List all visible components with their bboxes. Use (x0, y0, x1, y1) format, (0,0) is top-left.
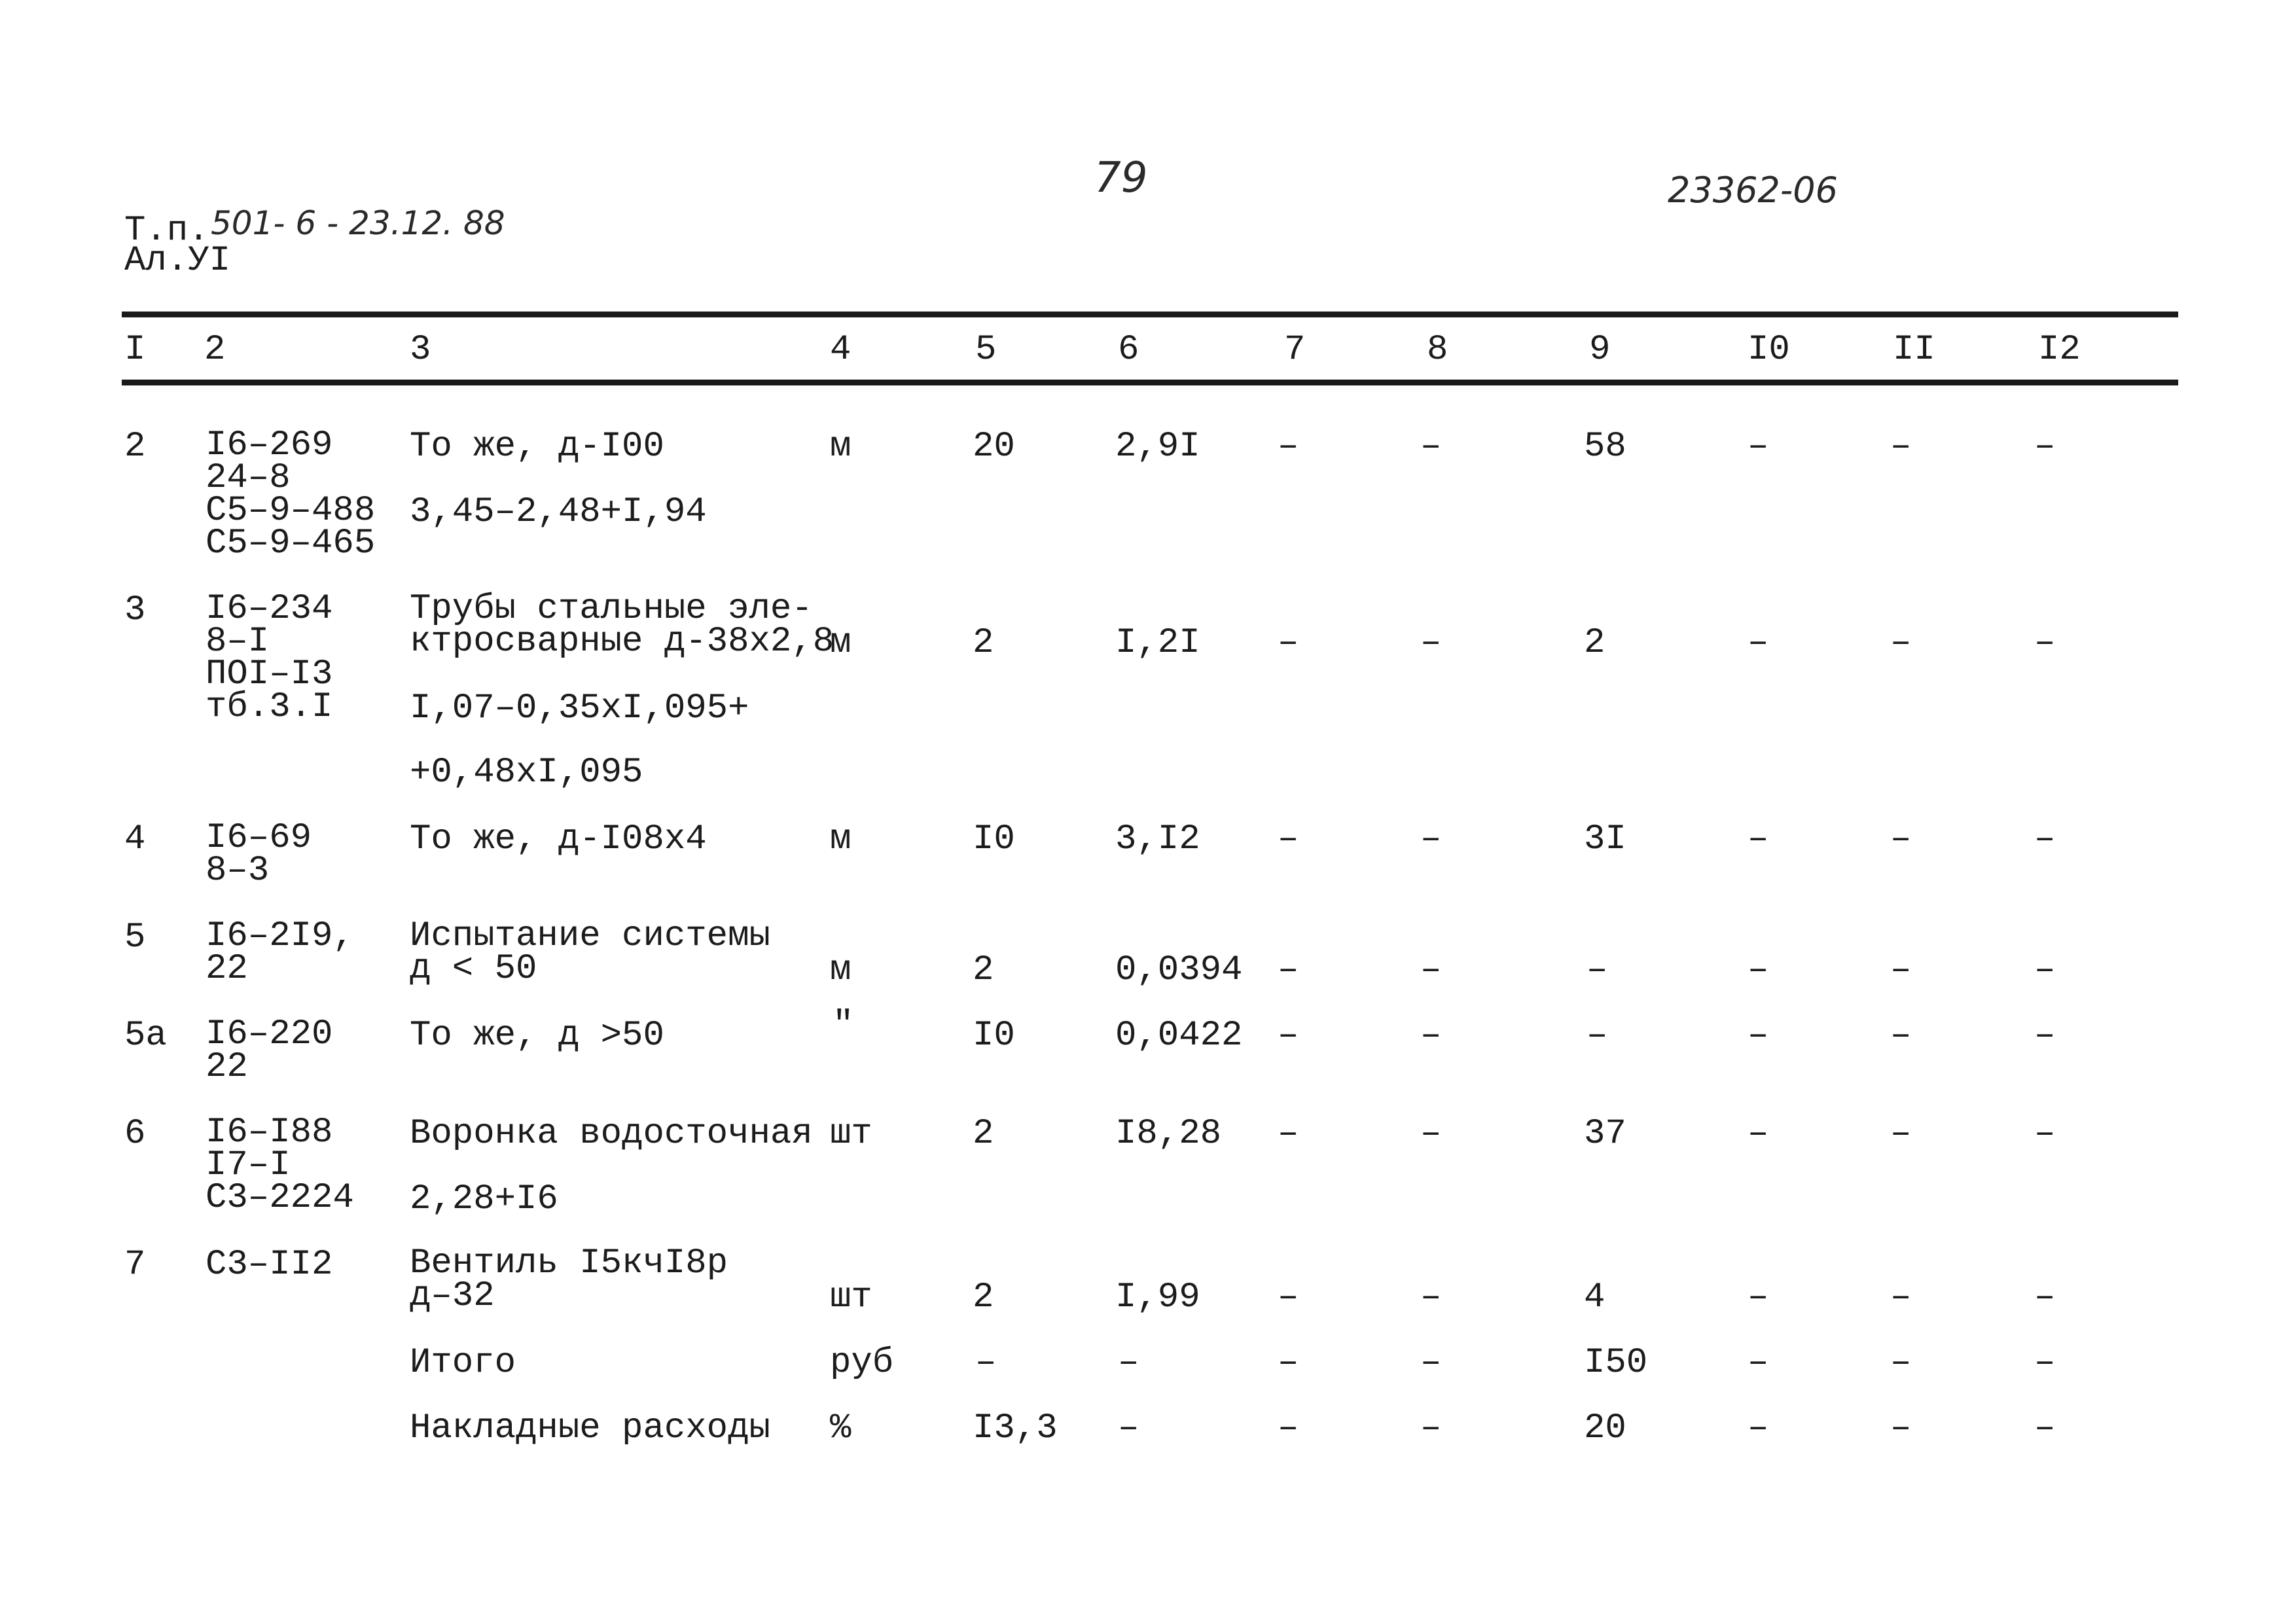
column-header: 7 (1284, 330, 1306, 370)
row-number: 4 (124, 819, 146, 859)
row-number: 2 (124, 427, 146, 467)
col-8-value: – (1420, 819, 1442, 859)
total-cost: 4 (1584, 1277, 1605, 1317)
norm-code-cell (206, 589, 333, 727)
formula: 3,45–2,48+I,94 (410, 492, 707, 532)
col-11-value: – (1890, 1277, 1912, 1317)
col-12-value: – (2034, 819, 2056, 859)
total-cost: 37 (1584, 1114, 1626, 1154)
formula: +0,48хI,095 (410, 753, 643, 793)
col-12-value: – (2034, 1408, 2056, 1448)
col-10-value: – (1748, 1016, 1769, 1056)
norm-code: I7–I (206, 1145, 291, 1185)
unit: м (830, 427, 852, 467)
col-12-value: – (2034, 623, 2056, 663)
col-7-value: – (1278, 1016, 1299, 1056)
col-10-value: – (1748, 1277, 1769, 1317)
description-line: д–32 (410, 1276, 495, 1316)
col-10-value: – (1748, 950, 1769, 990)
col-8-value: – (1420, 427, 1442, 467)
col-7-value: – (1278, 950, 1299, 990)
col-7-value: – (1278, 1343, 1299, 1383)
quantity: 2 (973, 1114, 994, 1154)
document-number: 23362-06 (1668, 169, 1838, 211)
col-8-value: – (1420, 1408, 1442, 1448)
norm-code-cell (206, 1014, 333, 1087)
quantity: – (975, 1343, 997, 1383)
page-number: 79 (1094, 154, 1148, 202)
quantity: 20 (973, 427, 1015, 467)
description (410, 589, 834, 662)
col-10-value: – (1748, 427, 1769, 467)
col-10-value: – (1748, 623, 1769, 663)
norm-code: I6–269 (206, 425, 333, 465)
quantity: I0 (973, 1016, 1015, 1056)
totals-label: Итого (410, 1343, 516, 1383)
description: То же, д >50 (410, 1016, 664, 1056)
col-11-value: – (1890, 1016, 1912, 1056)
unit-price: I,2I (1115, 623, 1200, 663)
column-header: 5 (975, 330, 997, 370)
col-7-value: – (1278, 1408, 1299, 1448)
col-7-value: – (1278, 623, 1299, 663)
col-8-value: – (1420, 1114, 1442, 1154)
col-11-value: – (1890, 1408, 1912, 1448)
unit: м (830, 819, 852, 859)
col-11-value: – (1890, 819, 1912, 859)
row-number: 3 (124, 590, 146, 630)
column-header: 3 (410, 330, 431, 370)
column-header: 6 (1118, 330, 1139, 370)
row-number: 5а (124, 1016, 167, 1056)
header-bottom-rule (122, 380, 2178, 385)
column-header: 4 (830, 330, 852, 370)
col-10-value: – (1748, 819, 1769, 859)
col-12-value: – (2034, 1114, 2056, 1154)
quantity: I3,3 (973, 1408, 1058, 1448)
norm-code: ПОI–I3 (206, 654, 333, 694)
col-8-value: – (1420, 950, 1442, 990)
tp-number: 501- 6 - 23.12. 88 (211, 204, 505, 242)
unit: % (830, 1408, 852, 1448)
norm-code: C3–II2 (206, 1245, 333, 1285)
norm-code: I6–I88 (206, 1113, 333, 1152)
total-cost: 2 (1584, 623, 1605, 663)
norm-code: C5–9–488 (206, 491, 376, 531)
col-11-value: – (1890, 1114, 1912, 1154)
total-cost: – (1587, 1016, 1608, 1056)
description: То же, д-I00 (410, 427, 664, 467)
col-10-value: – (1748, 1343, 1769, 1383)
row-number: 6 (124, 1114, 146, 1154)
description (410, 1243, 728, 1316)
column-header: 8 (1427, 330, 1448, 370)
description-line: Трубы стальные эле- (410, 589, 813, 629)
quantity: 2 (973, 950, 994, 990)
column-header: I (124, 330, 146, 370)
col-12-value: – (2034, 1016, 2056, 1056)
quantity: I0 (973, 819, 1015, 859)
description: Воронка водосточная (410, 1114, 813, 1154)
norm-code-cell (206, 916, 354, 989)
unit-price: 0,0394 (1115, 950, 1243, 990)
norm-code: I6–2I9, (206, 916, 354, 956)
col-8-value: – (1420, 623, 1442, 663)
norm-code: 8–3 (206, 851, 270, 891)
totals-label: Накладные расходы (410, 1408, 770, 1448)
norm-code: 22 (206, 1047, 248, 1087)
unit-price: 0,0422 (1115, 1016, 1243, 1056)
unit-price: 3,I2 (1115, 819, 1200, 859)
tp-label: Т.п. (124, 211, 209, 251)
description-line: ктросварные д-38х2,8 (410, 622, 834, 662)
formula: I,07–0,35хI,095+ (410, 688, 749, 728)
col-10-value: – (1748, 1114, 1769, 1154)
norm-code-cell (206, 425, 376, 563)
total-cost: I50 (1584, 1343, 1648, 1383)
unit-price: I,99 (1115, 1277, 1200, 1317)
norm-code: C3–2224 (206, 1178, 354, 1218)
norm-code: I6–220 (206, 1014, 333, 1054)
description-line: Вентиль I5кчI8р (410, 1243, 728, 1283)
total-cost: 58 (1584, 427, 1626, 467)
col-11-value: – (1890, 1343, 1912, 1383)
norm-code: 24–8 (206, 458, 291, 498)
col-11-value: – (1890, 623, 1912, 663)
col-8-value: – (1420, 1277, 1442, 1317)
column-header: II (1893, 330, 1935, 370)
description: То же, д-I08х4 (410, 819, 707, 859)
total-cost: 3I (1584, 819, 1626, 859)
row-number: 5 (124, 918, 146, 957)
norm-code-cell (206, 818, 312, 891)
norm-code: C5–9–465 (206, 524, 376, 563)
norm-code: тб.3.I (206, 687, 333, 727)
col-12-value: – (2034, 1277, 2056, 1317)
col-12-value: – (2034, 427, 2056, 467)
quantity: 2 (973, 1277, 994, 1317)
unit: шт (830, 1114, 872, 1154)
column-header: I0 (1748, 330, 1790, 370)
total-cost: 20 (1584, 1408, 1626, 1448)
header-top-rule (122, 312, 2178, 317)
row-number: 7 (124, 1245, 146, 1285)
description-line: д < 50 (410, 949, 537, 989)
column-header: I2 (2038, 330, 2081, 370)
description (410, 916, 770, 989)
unit-price: I8,28 (1115, 1114, 1222, 1154)
col-10-value: – (1748, 1408, 1769, 1448)
unit: м (830, 623, 852, 663)
unit: " (833, 1005, 854, 1045)
col-7-value: – (1278, 819, 1299, 859)
norm-code: I6–234 (206, 589, 333, 629)
col-11-value: – (1890, 950, 1912, 990)
total-cost: – (1587, 950, 1608, 990)
unit-price: – (1118, 1408, 1139, 1448)
norm-code: 22 (206, 949, 248, 989)
norm-code: I6–69 (206, 818, 312, 858)
col-12-value: – (2034, 1343, 2056, 1383)
album-label: Ал.УI (124, 241, 231, 281)
unit: м (830, 950, 852, 990)
unit: шт (830, 1277, 872, 1317)
quantity: 2 (973, 623, 994, 663)
norm-code-cell (206, 1113, 354, 1218)
col-11-value: – (1890, 427, 1912, 467)
col-8-value: – (1420, 1016, 1442, 1056)
col-7-value: – (1278, 427, 1299, 467)
formula: 2,28+I6 (410, 1179, 558, 1219)
col-12-value: – (2034, 950, 2056, 990)
col-7-value: – (1278, 1277, 1299, 1317)
unit: руб (830, 1343, 894, 1383)
col-7-value: – (1278, 1114, 1299, 1154)
unit-price: – (1118, 1343, 1139, 1383)
description-line: Испытание системы (410, 916, 770, 956)
column-header: 2 (204, 330, 226, 370)
col-8-value: – (1420, 1343, 1442, 1383)
unit-price: 2,9I (1115, 427, 1200, 467)
column-header: 9 (1589, 330, 1611, 370)
norm-code: 8–I (206, 622, 270, 662)
